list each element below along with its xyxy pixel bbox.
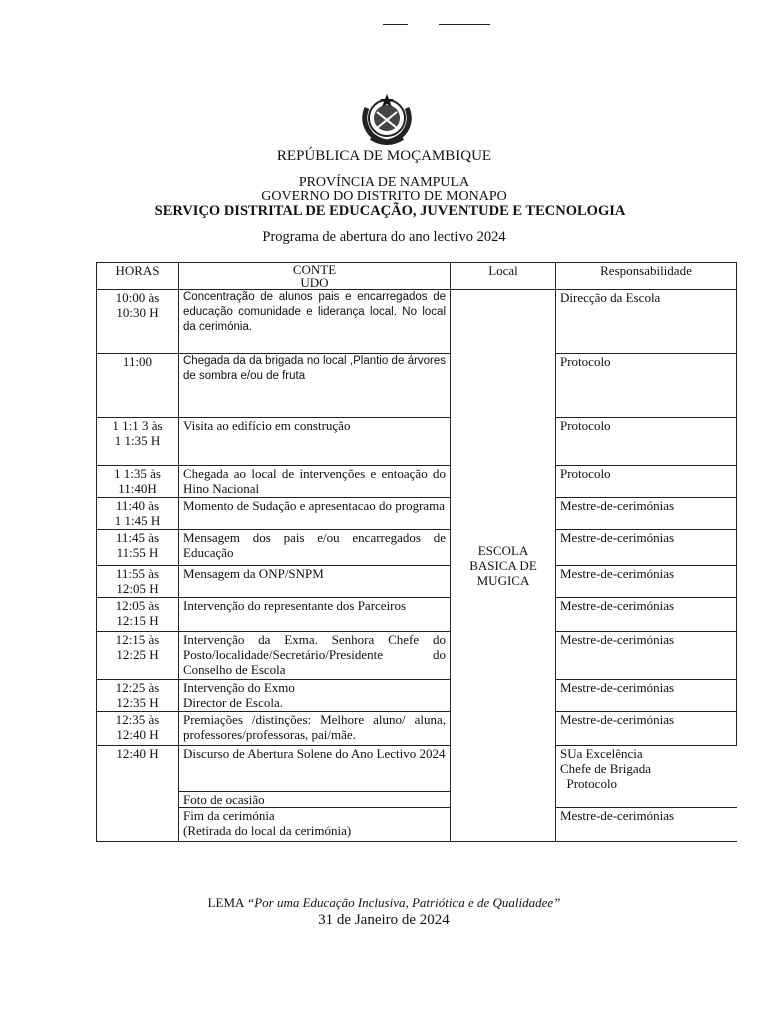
content-cell: Intervenção da Exma. Senhora Chefe do Posto/localidade/Secretário/Presidente do Conselho de Escola xyxy=(179,632,451,680)
responsibility-cell: Mestre-de-cerimónias xyxy=(556,632,737,680)
table-row xyxy=(97,566,737,598)
responsibility-cell: Protocolo xyxy=(556,354,737,418)
content-cell: Momento de Sudação e apresentacao do programa xyxy=(179,498,451,530)
header-horas: HORAS xyxy=(97,263,179,290)
responsibility-cell: Mestre-de-cerimónias xyxy=(556,680,737,712)
table-row xyxy=(97,418,737,466)
province-title: PROVÍNCIA DE NAMPULA xyxy=(298,175,470,190)
content-cell: Intervenção do Exmo Director de Escola. xyxy=(179,680,451,712)
responsibility-cell: Mestre-de-cerimónias xyxy=(556,598,737,632)
table-row xyxy=(97,354,737,418)
time-cell: 12:15 às 12:25 H xyxy=(97,632,179,680)
table-row xyxy=(97,680,737,712)
header-conteudo xyxy=(179,263,451,290)
content-cell: Premiações /distinções: Melhore aluno/ aluna, professores/professoras, pai/mãe. xyxy=(179,712,451,746)
header-local: Local xyxy=(451,263,556,290)
motto-text: “Por uma Educação Inclusiva, Patriótica e de Qualidadee” xyxy=(246,895,561,910)
table-row xyxy=(97,808,737,842)
motto-label: LEMA xyxy=(207,895,244,910)
content-cell: Chegada da da brigada no local ,Plantio de árvores de sombra e/ou de fruta xyxy=(179,354,451,418)
responsibility-cell: SUa Excelência Chefe de Brigada Protocolo xyxy=(556,746,737,808)
top-rule-short xyxy=(383,24,408,25)
responsibility-cell: Mestre-de-cerimónias xyxy=(556,530,737,566)
district-government-title: GOVERNO DO DISTRITO DE MONAPO xyxy=(261,189,507,204)
responsibility-cell: Mestre-de-cerimónias xyxy=(556,566,737,598)
time-cell: 11:00 xyxy=(97,354,179,418)
time-cell: 10:00 às 10:30 H xyxy=(97,290,179,354)
content-cell: Mensagem da ONP/SNPM xyxy=(179,566,451,598)
location-cell: ESCOLA BASICA DE MUGICA xyxy=(451,290,556,842)
republic-title: REPÚBLICA DE MOÇAMBIQUE xyxy=(276,148,492,164)
responsibility-cell: Protocolo xyxy=(556,466,737,498)
service-title: SERVIÇO DISTRITAL DE EDUCAÇÃO, JUVENTUDE E TECNOLOGIA xyxy=(154,203,626,219)
header-conteudo-text: CONTE UDO xyxy=(292,262,337,290)
content-cell: Visita ao edifício em construção xyxy=(179,418,451,466)
content-cell: Concentração de alunos pais e encarregados de educação comunidade e liderança local. No local da cerimónia. xyxy=(179,290,451,354)
table-row xyxy=(97,712,737,746)
time-cell: 12:25 às 12:35 H xyxy=(97,680,179,712)
responsibility-cell: Direcção da Escola xyxy=(556,290,737,354)
header-responsabilidade: Responsabilidade xyxy=(556,263,737,290)
time-cell: 12:40 H xyxy=(97,746,179,842)
content-cell: Discurso de Abertura Solene do Ano Lectivo 2024 xyxy=(179,746,451,792)
programme-table xyxy=(96,262,737,842)
motto xyxy=(0,895,768,911)
national-emblem-icon xyxy=(357,88,417,150)
table-row xyxy=(97,530,737,566)
table-row xyxy=(97,598,737,632)
table-row xyxy=(97,632,737,680)
table-row xyxy=(97,290,737,354)
content-cell: Fim da cerimónia (Retirada do local da cerimónia) xyxy=(179,808,451,842)
table-row xyxy=(97,746,737,792)
programme-title: Programa de abertura do ano lectivo 2024 xyxy=(262,229,506,245)
responsibility-cell: Mestre-de-cerimónias xyxy=(556,808,737,842)
document-date: 31 de Janeiro de 2024 xyxy=(318,912,450,928)
table-header-row xyxy=(97,263,737,290)
content-cell: Foto de ocasião xyxy=(179,792,451,808)
time-cell: 12:35 às 12:40 H xyxy=(97,712,179,746)
table-row xyxy=(97,498,737,530)
responsibility-cell: Mestre-de-cerimónias xyxy=(556,498,737,530)
time-cell: 11:45 às 11:55 H xyxy=(97,530,179,566)
content-cell: Intervenção do representante dos Parceiros xyxy=(179,598,451,632)
content-cell: Chegada ao local de intervenções e entoação do Hino Nacional xyxy=(179,466,451,498)
responsibility-cell: Protocolo xyxy=(556,418,737,466)
time-cell: 11:55 às 12:05 H xyxy=(97,566,179,598)
time-cell: 11:40 às 1 1:45 H xyxy=(97,498,179,530)
content-cell: Mensagem dos pais e/ou encarregados de Educação xyxy=(179,530,451,566)
top-rule-long xyxy=(439,24,490,25)
time-cell: 12:05 às 12:15 H xyxy=(97,598,179,632)
time-cell: 1 1:1 3 às 1 1:35 H xyxy=(97,418,179,466)
table-row xyxy=(97,466,737,498)
responsibility-cell: Mestre-de-cerimónias xyxy=(556,712,737,746)
time-cell: 1 1:35 às 11:40H xyxy=(97,466,179,498)
